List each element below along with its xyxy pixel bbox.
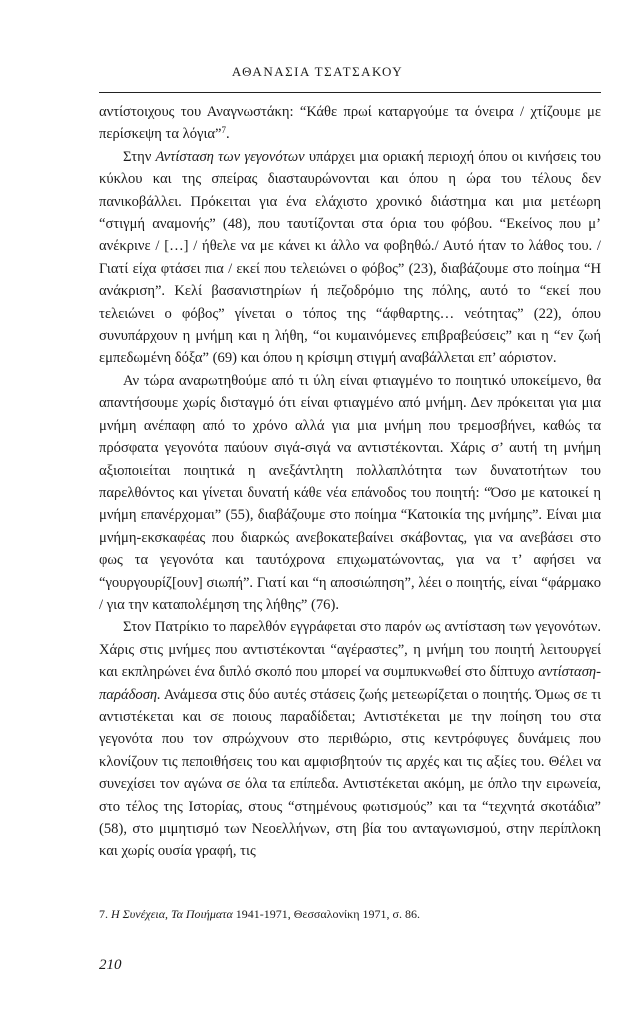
header-rule — [99, 92, 601, 93]
paragraph: αντίστοιχους του Αναγνωστάκη: “Κάθε πρωί καταργούμε τα όνειρα / χτίζουμε με περίσκεψη τα λόγια”$^7$. — [99, 104, 601, 143]
footnote — [99, 906, 601, 922]
paragraph: Στην Αντίσταση των γεγονότων υπάρχει μια οριακή περιοχή όπου οι κινήσεις του κύκλου και της σπείρας διασταυρώνονται και όπου η ώρα του τέλους δεν πανικοβάλλει. Πρόκειται για ένα ελάχιστο χρονικό διάστημα και μια μετέωρη “στιγμή αναμονής” (48), που ταυτίζονται στα όρια του φόβου. “Εκείνος που μ’ ανέκρινε / […] / ήθελε να με κάνει κι άλλο να φοβηθώ./ Αυτό ήταν το λάθος του. / Γιατί είχα φτάσει πια / εκεί που τελειώνει ο φόβος” (23), διαβάζουμε στο ποίημα “Η ανάκριση”. Κελί βασανιστηρίων ή πεζοδρόμιο της πόλης, αυτό το “εκεί που τελειώνει ο φόβος” γίνεται ο τόπος της “άφθαρτης… νεότητας” (22), όπου συνυπάρχουν η μνήμη και η λήθη, “οι κυμαινόμενες επιβραβεύσεις” και η “εν ζωή εμπεδωμένη δόξα” (69) και όπου η κρίσιμη στιγμή αναβάλλεται επ’ αόριστον. — [99, 148, 601, 367]
footnote-number: 7. — [99, 907, 108, 921]
body-text — [99, 101, 601, 863]
paragraph: Στον Πατρίκιο το παρελθόν εγγράφεται στο παρόν ως αντίσταση των γεγονότων. Χάρις στις μνήμες που αντιστέκονται “αγέραστες”, η μνήμη του ποιητή λειτουργεί και εκπληρώνει ένα διπλό σκοπό που μπορεί να συμπυκνωθεί στο δίπτυχο αντίσταση-παράδοση. Ανάμεσα στις δύο αυτές στάσεις ζωής μετεωρίζεται ο ποιητής. Όμως σε τι αντιστέκεται και σε ποιους παραδίδεται; Αντιστέκεται με την ποίηση του στα γεγονότα που τον σπρώχνουν στο περιθώριο, στις κεντρόφυγες δυνάμεις που κλονίζουν τις πεποιθήσεις του και αμφισβητούν τις αρχές και τις αξίες του. Θέλει να συνεχίσει τον αγώνα σε όλα τα επίπεδα. Αντιστέκεται ακόμη, με όπλο την ειρωνεία, στο τέλος της Ιστορίας, στους “στημένους φωτισμούς” και τα “τεχνητά σκοτάδια” (58), στο μιμητισμό των Νεοελλήνων, στη βία του ανταγωνισμού, στην περίπλοκη και χωρίς ουσία γραφή, τις — [99, 619, 601, 860]
footnote-text: 1941-1971, Θεσσαλονίκη 1971, σ. 86. — [232, 907, 420, 921]
footnote-title: Η Συνέχεια, Τα Ποιήματα — [111, 907, 233, 921]
emphasis: αντίσταση-παράδοση. — [99, 664, 601, 703]
book-title: Αντίσταση των γεγονότων — [155, 148, 305, 165]
footnote-marker: 7 — [221, 125, 227, 136]
page-number: 210 — [99, 957, 122, 973]
running-title: ΑΘΑΝΑΣΙΑ ΤΣΑΤΣΑΚΟΥ — [231, 64, 404, 79]
paragraph: Αν τώρα αναρωτηθούμε από τι ύλη είναι φτιαγμένο το ποιητικό υποκείμενο, θα απαντήσουμε χωρίς δισταγμό ότι είναι φτιαγμένο από μνήμη. Δεν πρόκειται για μια μνήμη ανέπαφη από το χρόνο αλλά για μια μνήμη που τρεμοσβήνει, καθώς τα πρόσφατα γεγονότα παύουν σιγά-σιγά να αντιστέκονται. Χάρις σ’ αυτή τη μνήμη αξιοποιείται ποιητικά η ανεξάντλητη πολλαπλότητα των δυνατοτήτων του παρελθόντος και γίνεται δυνατή κάθε νέα επάνοδος του ποιητή: “Όσο με κατοικεί η μνήμη επανέρχομαι” (55), διαβάζουμε στο ποίημα “Κατοικία της μνήμης”. Είναι μια μνήμη-εκσκαφέας που διαρκώς ανεβοκατεβαίνει σκάβοντας, για να ανεβάσει στο φως τα γεγονότα και ταυτόχρονα επιχωματώνοντας, για να τ’ αφήσει να “γουργουρίζ[ουν] σιωπή”. Γιατί και “η αποσιώπηση”, λέει ο ποιητής, είναι “φάρμακο / για την καταπολέμηση της λήθης” (76). — [99, 372, 601, 613]
